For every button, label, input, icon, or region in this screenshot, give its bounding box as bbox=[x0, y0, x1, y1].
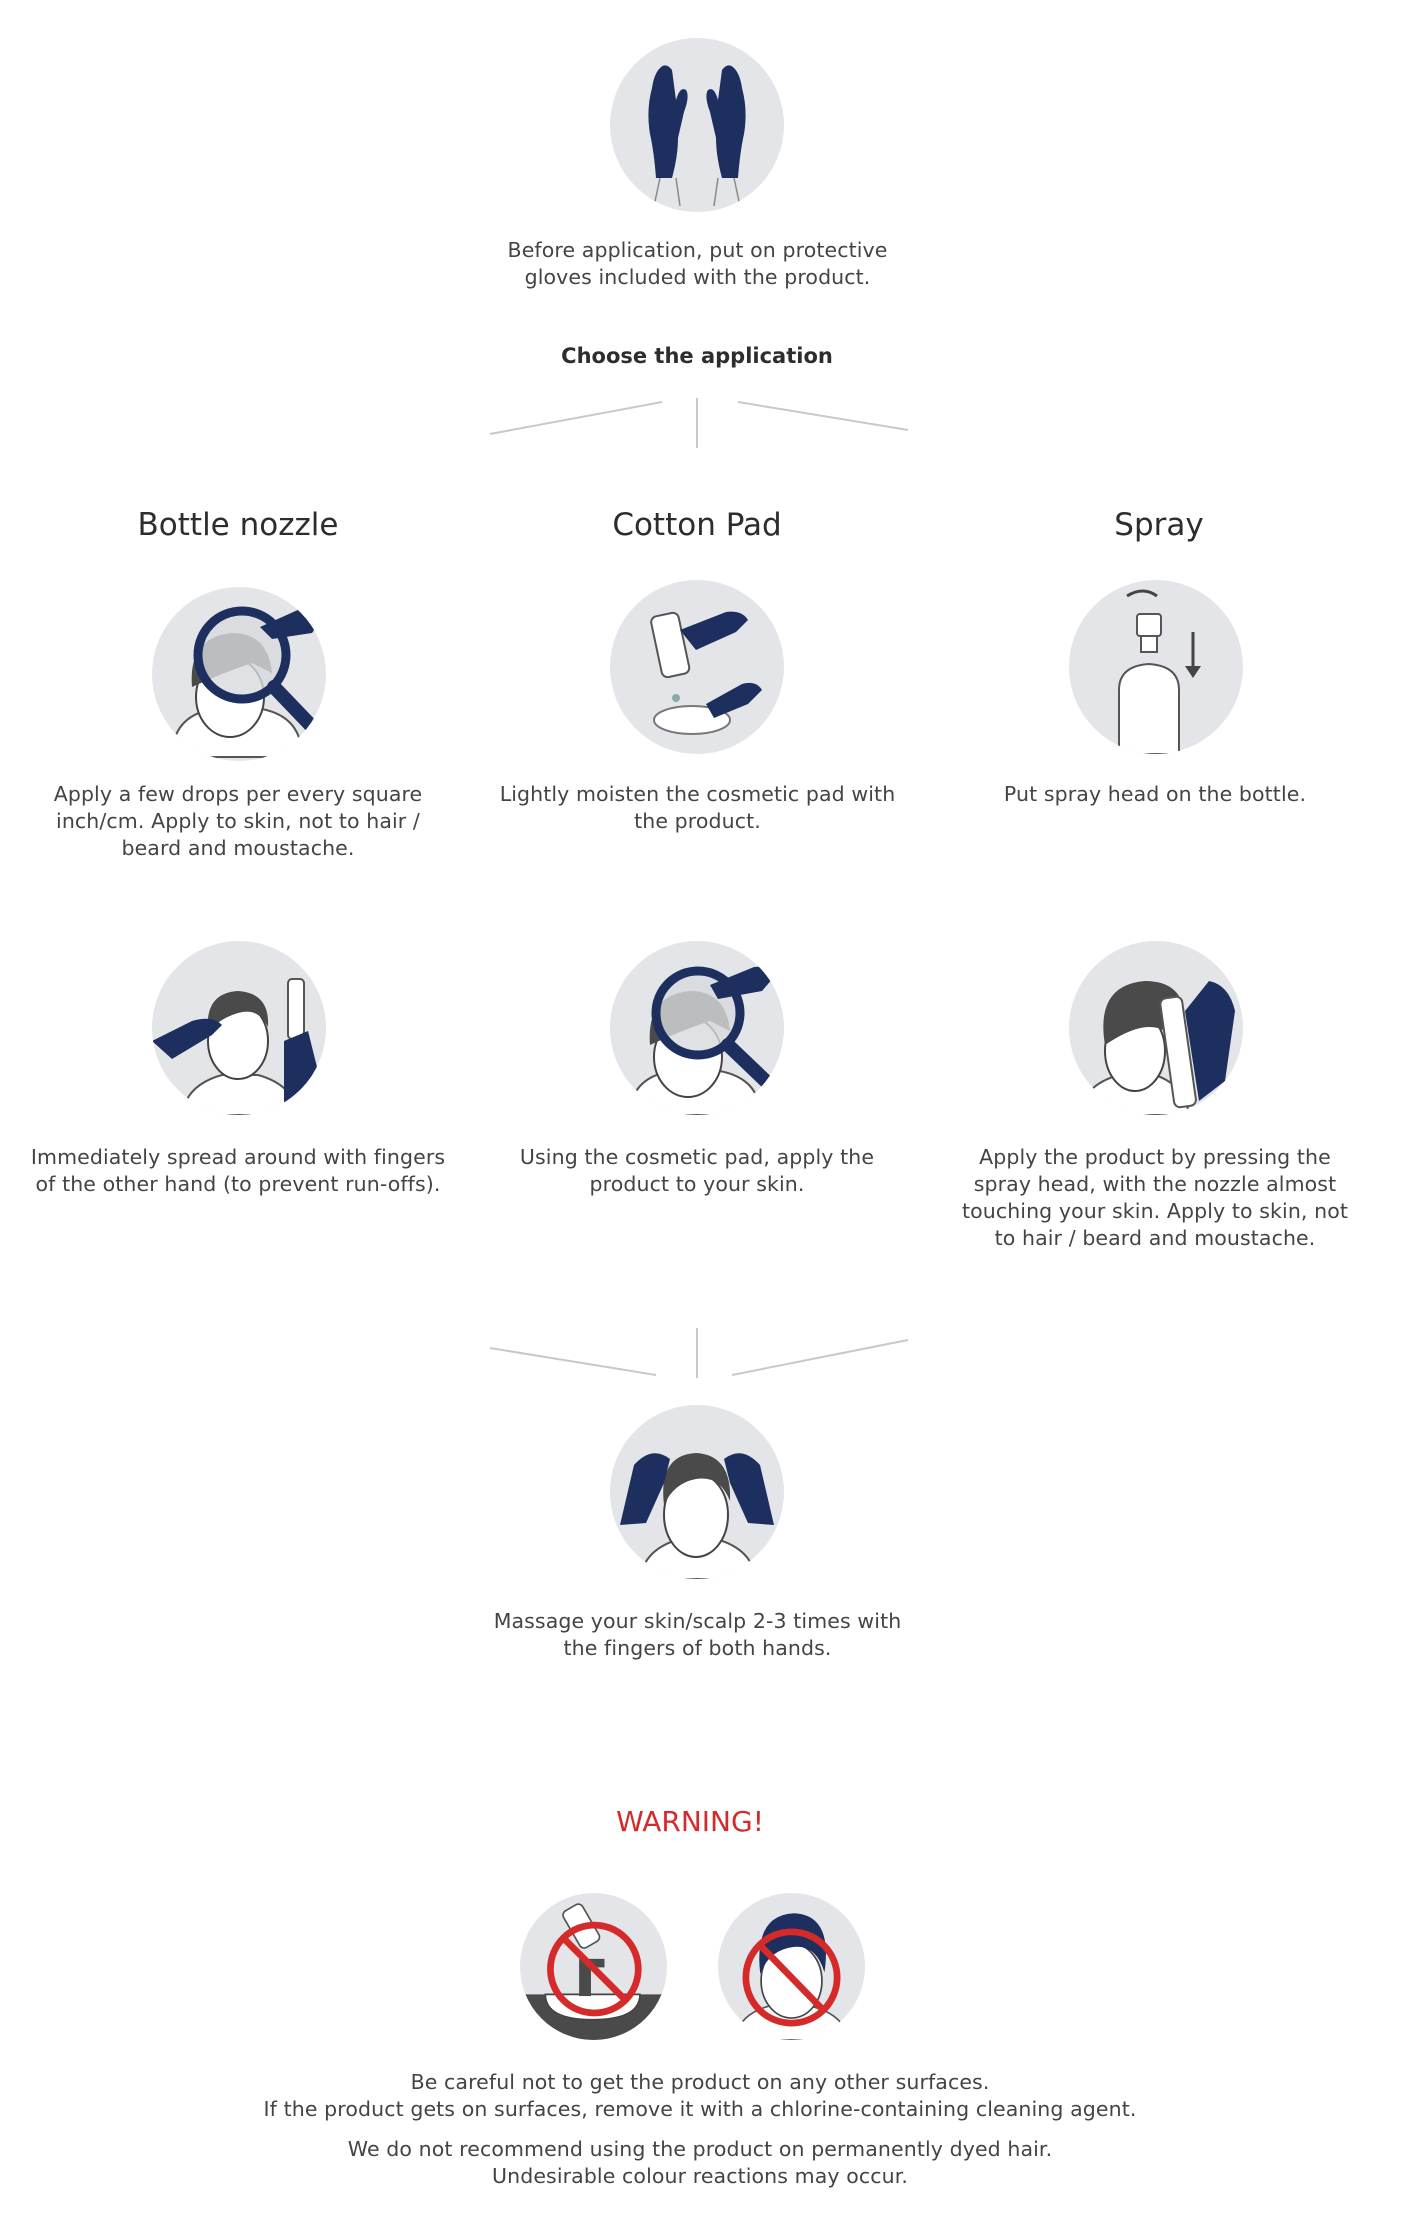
pad-step1-caption: Lightly moisten the cosmetic pad with the product. bbox=[499, 782, 896, 833]
warning-line-1: Be careful not to get the product on any other surfaces. bbox=[410, 2070, 990, 2094]
no-surface-icon bbox=[520, 1893, 667, 2040]
bottle-step1-caption: Apply a few drops per every square inch/cm. Apply to skin, not to hair / beard and moustache. bbox=[53, 782, 423, 860]
method-title-pad: Cotton Pad bbox=[612, 507, 782, 543]
massage-caption: Massage your skin/scalp 2-3 times with the fingers of both hands. bbox=[493, 1609, 902, 1660]
warning-line-4: Undesirable colour reactions may occur. bbox=[492, 2164, 908, 2188]
massage-face-icon bbox=[610, 1405, 784, 1579]
warning-title: WARNING! bbox=[616, 1805, 764, 1838]
warning-line-2: If the product gets on surfaces, remove it with a chlorine-containing cleaning agent. bbox=[263, 2097, 1137, 2121]
spray-bottle-icon bbox=[1069, 580, 1243, 754]
method-title-bottle: Bottle nozzle bbox=[137, 507, 339, 543]
spray-step2-caption: Apply the product by pressing the spray head, with the nozzle almost touching your skin. Apply to skin, not to hair / beard and moustache. bbox=[961, 1145, 1349, 1250]
choose-title: Choose the application bbox=[561, 344, 833, 368]
warning-line-3: We do not recommend using the product on permanently dyed hair. bbox=[347, 2137, 1053, 2161]
spray-step1-caption: Put spray head on the bottle. bbox=[1003, 782, 1307, 806]
pad-face-icon bbox=[610, 941, 784, 1115]
bottle-pad-icon bbox=[610, 580, 784, 754]
gloves-caption: Before application, put on protective gloves included with the product. bbox=[507, 238, 888, 289]
method-title-spray: Spray bbox=[1114, 507, 1204, 543]
spread-face-icon bbox=[152, 941, 326, 1115]
gloves-icon bbox=[610, 38, 784, 212]
magnifier-face-icon bbox=[152, 587, 326, 761]
no-dyed-hair-icon bbox=[718, 1893, 865, 2040]
bottle-step2-caption: Immediately spread around with fingers of the other hand (to prevent run-offs). bbox=[30, 1145, 446, 1196]
spray-face-icon bbox=[1069, 941, 1243, 1115]
pad-step2-caption: Using the cosmetic pad, apply the product to your skin. bbox=[519, 1145, 875, 1196]
